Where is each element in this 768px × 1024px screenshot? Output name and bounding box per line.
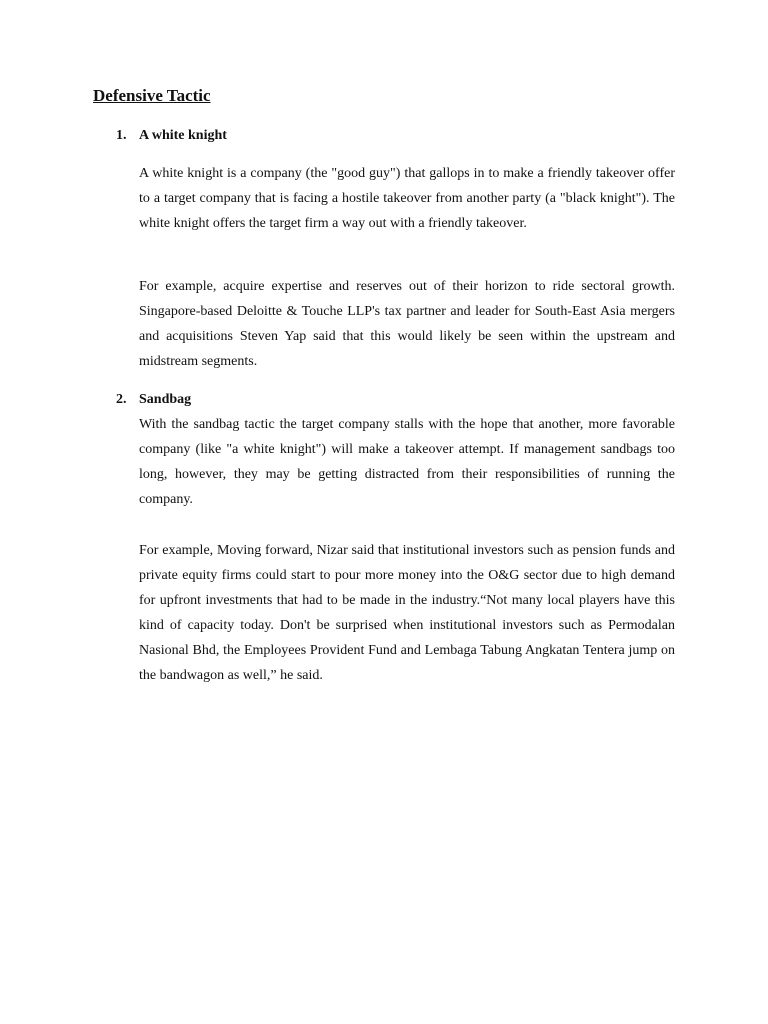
paragraph-sandbag-example: For example, Moving forward, Nizar said that institutional investors such as pension funds and private equity firms could start to pour more money into the O&G sector due to high demand for upfront investments that had to be made in the industry.“Not many local players have this kind of capacity today. Don't be surprised when institutional investors such as Permodalan Nasional Bhd, the Employees Provident Fund and Lembaga Tabung Angkatan Tentera jump on the bandwagon as well,” he said.	[139, 543, 675, 683]
section-title: Sandbag	[139, 392, 192, 407]
paragraph-sandbag-definition: With the sandbag tactic the target company stalls with the hope that another, more favorable company (like "a white knight") will make a takeover attempt. If management sandbags too long, however, they may be getting distracted from their responsibilities of running the company.	[139, 417, 675, 507]
section-number: 2.	[116, 392, 127, 407]
paragraph-white-knight-definition: A white knight is a company (the "good guy") that gallops in to make a friendly takeover offer to a target company that is facing a hostile takeover from another party (a "black knight"). The white knight offers the target firm a way out with a friendly takeover.	[139, 166, 675, 231]
paragraph-white-knight-example: For example, acquire expertise and reserves out of their horizon to ride sectoral growth. Singapore-based Deloitte & Touche LLP's tax partner and leader for South-East Asia mergers and acquisitions Steven Yap said that this would likely be seen within the upstream and midstream segments.	[139, 279, 675, 369]
page-title: Defensive Tactic	[93, 86, 211, 105]
section-number: 1.	[116, 128, 127, 143]
section-title: A white knight	[139, 128, 227, 143]
